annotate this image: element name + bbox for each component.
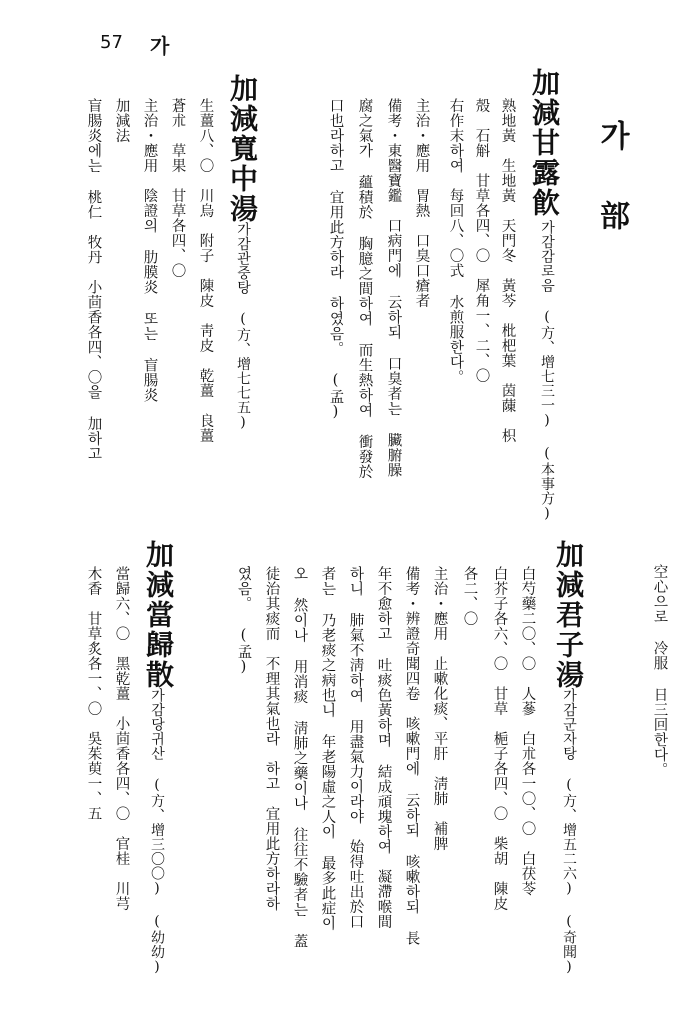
entry-line: 白芍藥二〇、〇 人蔘 白朮各一〇、〇 白茯苓 — [519, 566, 536, 896]
entry-line: 徒治其痰而 不理其氣也라 하고 宜用此方하라하 — [263, 566, 280, 911]
entry-subtitle-gunjatang: 가감군자탕 (方、增五二六) (奇聞) — [561, 688, 577, 976]
entry-line: 生薑八、〇 川烏 附子 陳皮 靑皮 乾薑 良薑 — [197, 98, 214, 443]
page-number: 57 — [100, 32, 123, 53]
entry-subtitle-danggwisan: 가감당귀산 (方、增三〇〇) (幼幼) — [149, 688, 165, 976]
entry-line: 蒼朮 草果 甘草各四、〇 — [169, 98, 186, 278]
entry-title-gunjatang: 加減君子湯 — [552, 540, 585, 690]
entry-line: 오 然이나 用消痰 淸肺之藥이나 往往不驗者는 蓋 — [291, 566, 308, 949]
entry-line: 였음。 (孟) — [235, 566, 252, 676]
entry-line: 木香 甘草炙各一、〇 吳茱萸一、五 — [85, 566, 102, 821]
entry-line: 盲腸炎에는 桃仁 牧丹 小茴香各四、〇을 加하고 — [85, 98, 102, 461]
entry-line: 備考・辨證奇聞四卷 咳嗽門에 云하되 咳嗽하되 長 — [403, 566, 420, 946]
entry-subtitle-gamrouem: 가감감로음 (方、增七三一) (本事方) — [539, 220, 555, 522]
section-title: 가 部 — [594, 120, 629, 240]
entry-line: 主治・應用 胃熱 口臭口瘡者 — [413, 98, 430, 308]
entry-line: 各二、〇 — [461, 566, 478, 626]
entry-line: 하니 肺氣不淸하여 用盡氣力이라야 始得吐出於口 — [347, 566, 364, 929]
running-head: 가 — [150, 34, 170, 58]
entry-line: 年不愈하고 吐痰色黃하며 結成頑塊하여 凝滯喉間 — [375, 566, 392, 929]
entry-line: 白芥子各六、〇 甘草 梔子各四、〇 柴胡 陳皮 — [491, 566, 508, 911]
entry-line: 口也라하고 宜用此方하라 하였음。 (孟) — [327, 98, 344, 421]
entry-line: 右作末하여 每回八、〇式 水煎服한다。 — [447, 98, 464, 385]
entry-subtitle-gwanjungtang: 가감관중탕 (方、增七七五) — [235, 222, 251, 431]
entry-line: 當歸六、〇 黑乾薑 小茴香各四、〇 官桂 川芎 — [113, 566, 130, 911]
continuation-line: 空心으로 冷服 日三回한다。 — [651, 564, 668, 777]
entry-line: 備考・東醫寶鑑 口病門에 云하되 口臭者는 臟腑臊 — [385, 98, 402, 478]
entry-line: 主治・應用 陰證의 肋膜炎 또는 盲腸炎 — [141, 98, 158, 403]
entry-title-danggwisan: 加減當歸散 — [142, 540, 175, 690]
entry-line: 腐之氣가 蘊積於 胸臆之間하여 而生熱하여 衝發於 — [356, 98, 373, 479]
entry-title-gamrouem: 加減甘露飮 — [528, 68, 561, 218]
entry-line: 主治・應用 止嗽化痰、平肝 淸肺 補脾 — [431, 566, 448, 851]
entry-line: 加減法 — [113, 98, 130, 143]
entry-line: 殼 石斛 甘草各四、〇 犀角一、二、〇 — [473, 98, 490, 383]
entry-line: 熟地黃 生地黃 天門冬 黃芩 枇杷葉 茵蔯 枳 — [499, 98, 516, 443]
entry-title-gwanjungtang: 加減寬中湯 — [226, 74, 259, 224]
entry-line: 者는 乃老痰之病也니 年老陽虛之人이 最多此症이 — [319, 566, 336, 931]
